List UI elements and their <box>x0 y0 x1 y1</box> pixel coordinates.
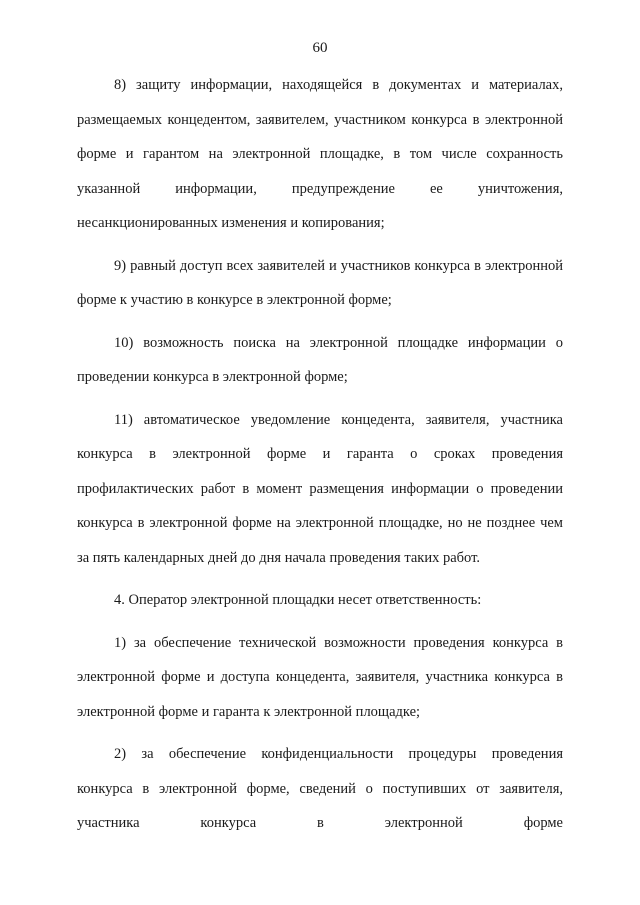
paragraph-item-9: 9) равный доступ всех заявителей и участников конкурса в электронной форме к участию в конкурсе в электронной форме; <box>77 257 563 308</box>
page-number: 60 <box>312 40 328 56</box>
paragraph-item-2: 2) за обеспечение конфиденциальности процедуры проведения конкурса в электронной форме, сведений о поступивших от заявителя, участника конкурса в электронной форме <box>77 746 563 831</box>
paragraph-section-4: 4. Оператор электронной площадки несет ответственность: <box>114 592 482 608</box>
paragraph-item-1: 1) за обеспечение технической возможности проведения конкурса в электронной форме и доступа концедента, заявителя, участника конкурса в электронной форме и гаранта к электронной площадке; <box>77 634 563 720</box>
paragraph-item-8: 8) защиту информации, находящейся в документах и материалах, размещаемых концедентом, заявителем, участником конкурса в электронной форме и гарантом на электронной площадке, в том числе сохранность указанной информации, предупреждение ее уничтожения, несанкционированных изменения и копирования; <box>77 77 563 231</box>
paragraph-item-10: 10) возможность поиска на электронной площадке информации о проведении конкурса в электронной форме; <box>77 334 563 385</box>
document-body <box>77 68 563 849</box>
paragraph-item-11: 11) автоматическое уведомление концедента, заявителя, участника конкурса в электронной форме и гаранта о сроках проведения профилактических работ в момент размещения информации о проведении конкурса в электронной форме на электронной площадке, но не позднее чем за пять календарных дней до дня начала проведения таких работ. <box>77 411 563 566</box>
